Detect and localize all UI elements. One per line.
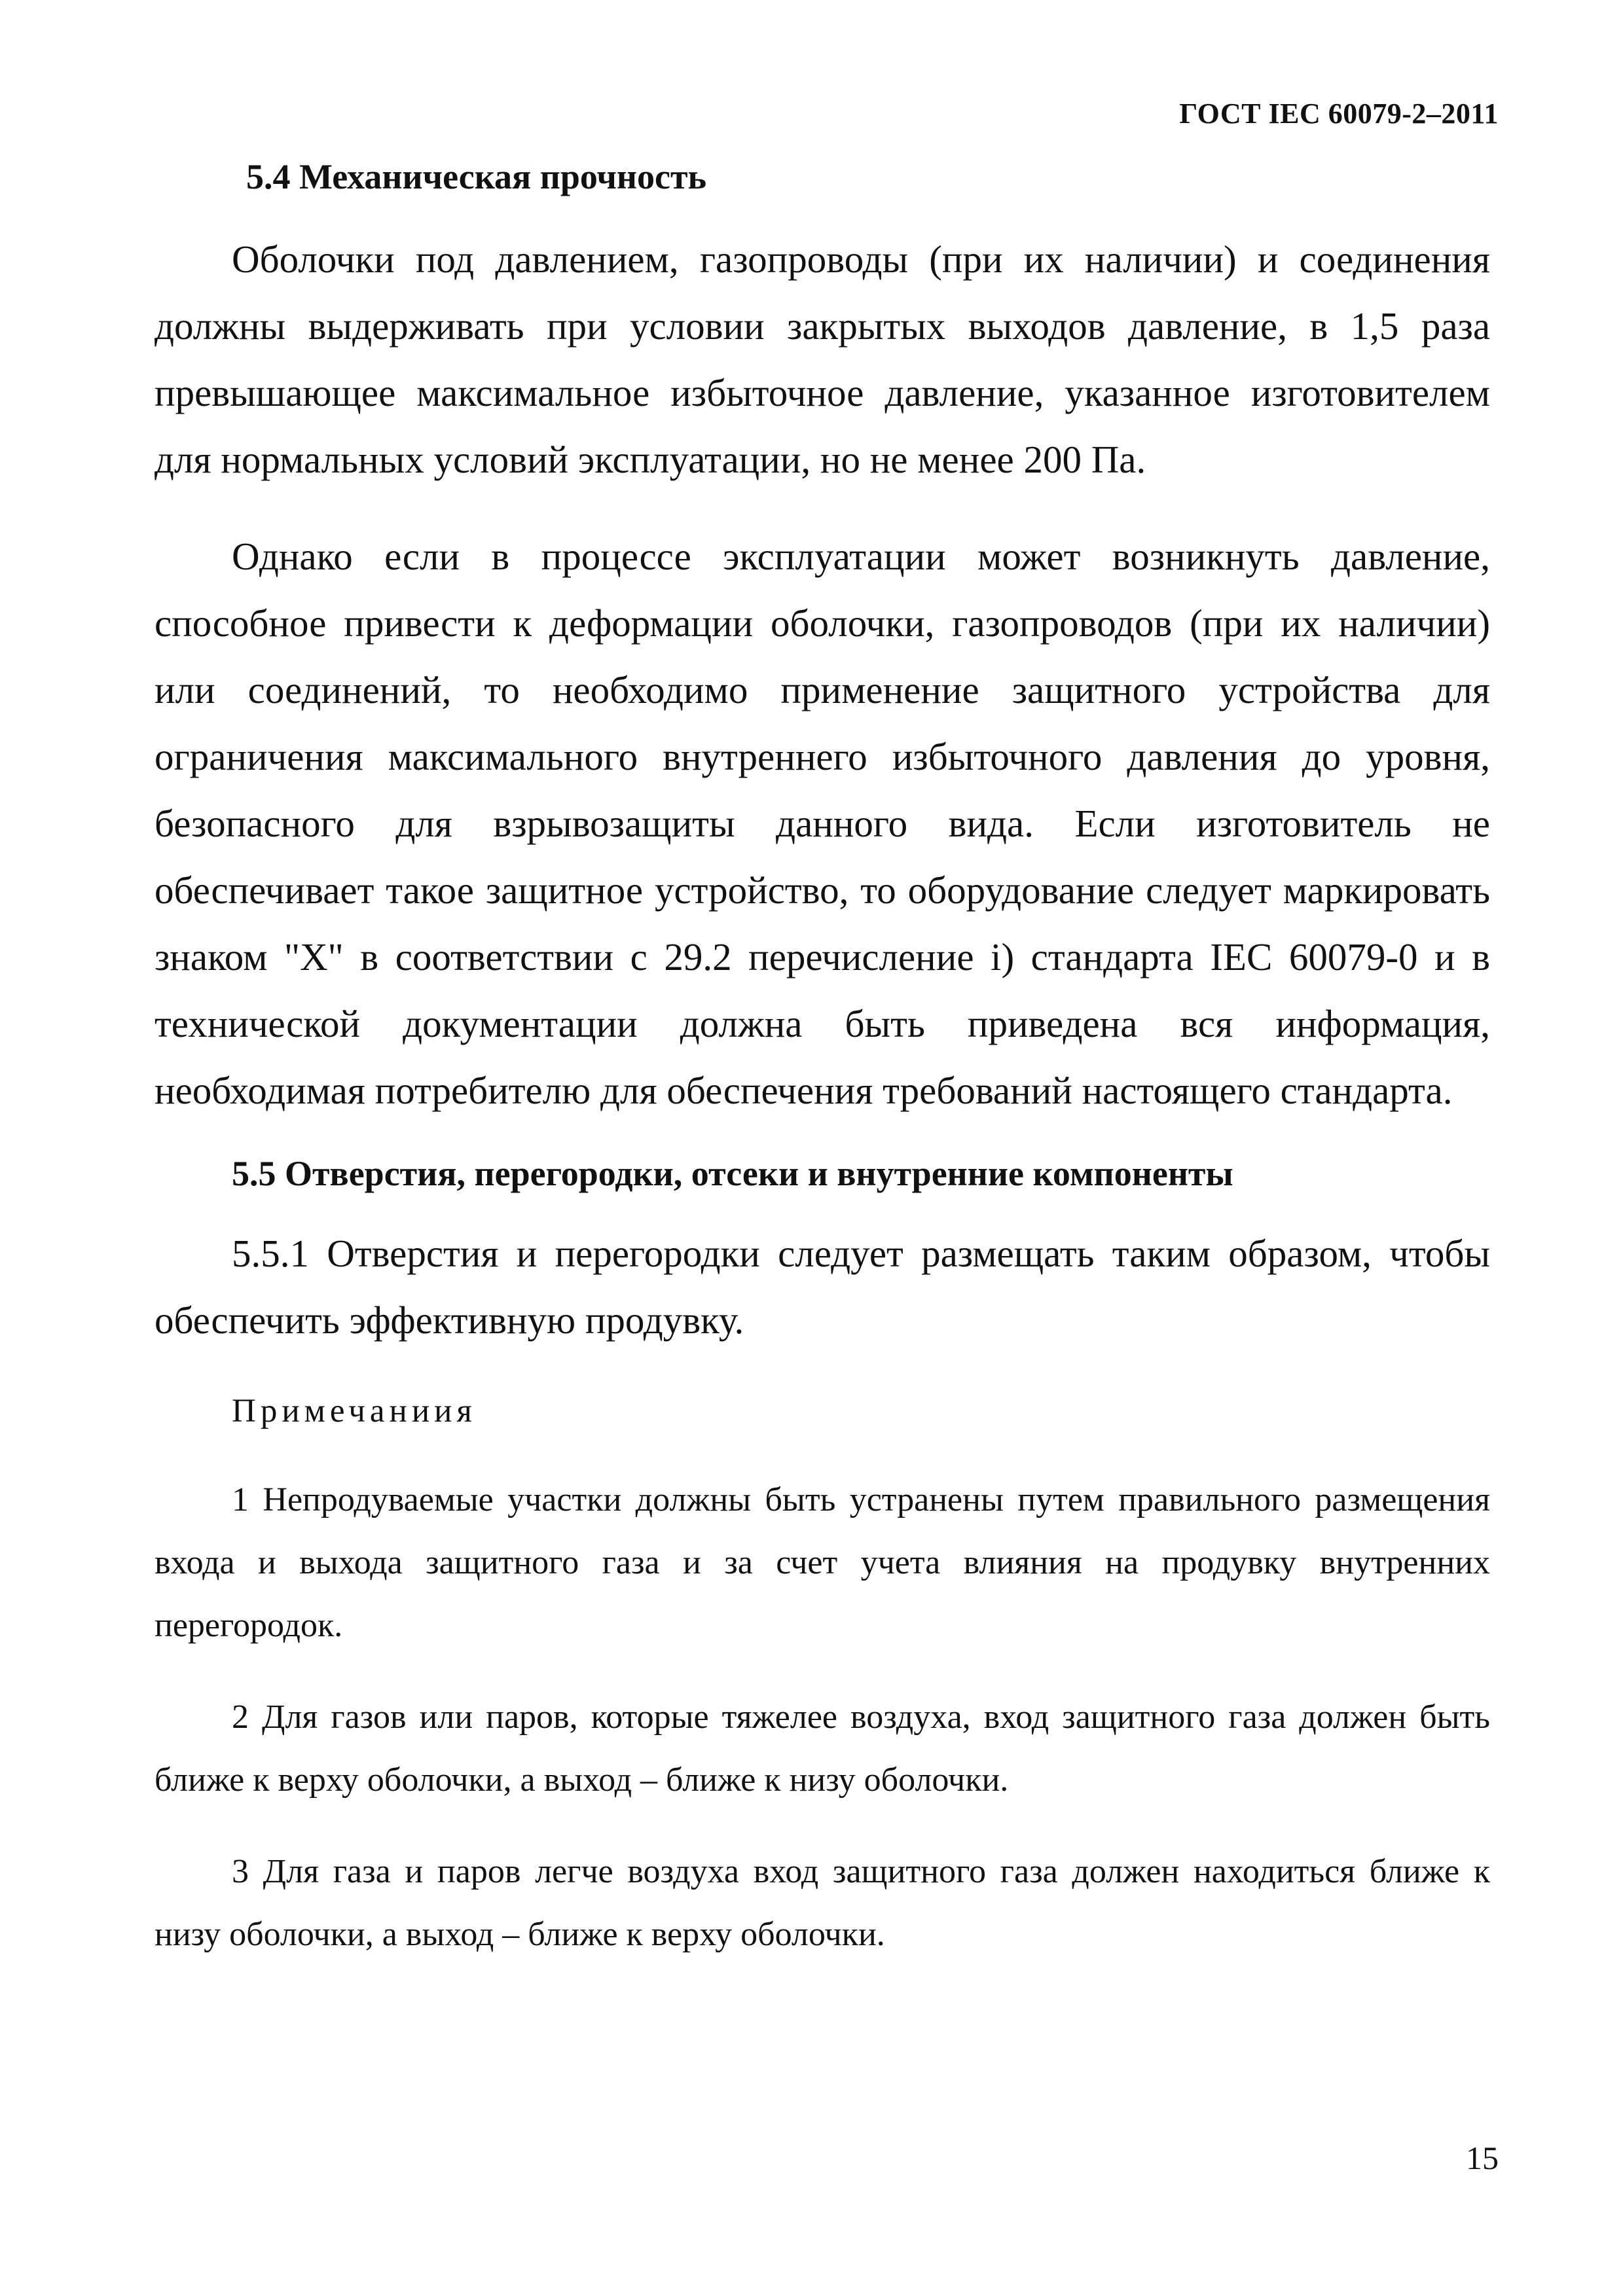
page-content <box>155 149 1490 1966</box>
document-code-header: ГОСТ IEC 60079-2–2011 <box>1179 98 1499 130</box>
section-5-4-heading: 5.4 Механическая прочность <box>246 157 707 196</box>
section-5-4-paragraph-1: Оболочки под давлением, газопроводы (при их наличии) и соединения должны выдерживать при условии закрытых выходов давление, в 1,5 раза превышающее максимальное избыточное давление, указанное изготовителем для нормальных условий эксплуатации, но не менее 200 Па. <box>155 237 1490 481</box>
page-number: 15 <box>1466 2140 1499 2176</box>
section-5-4-paragraph-2: Однако если в процессе эксплуатации может возникнуть давление, способное привести к деформации оболочки, газопроводов (при их наличии) или соединений, то необходимо применение защитного устройства для ограничения максимального внутреннего избыточного давления до уровня, безопасного для взрывозащиты данного вида. Если изготовитель не обеспечивает такое защитное устройство, то оборудование следует маркировать знаком "X" в соответствии с 29.2 перечисление i) стандарта IEC 60079-0 и в технической документации должна быть приведена вся информация, необходимая потребителю для обеспечения требований настоящего стандарта. <box>155 534 1490 1112</box>
note-3: 3 Для газа и паров легче воздуха вход защитного газа должен находиться ближе к низу оболочки, а выход – ближе к верху оболочки. <box>155 1852 1490 1953</box>
section-5-5 <box>155 1153 1490 1966</box>
notes-title: Примечаниия <box>232 1392 477 1429</box>
note-2: 2 Для газов или паров, которые тяжелее воздуха, вход защитного газа должен быть ближе к верху оболочки, а выход – ближе к низу оболочки. <box>155 1698 1490 1799</box>
section-5-5-1-paragraph: 5.5.1 Отверстия и перегородки следует размещать таким образом, чтобы обеспечить эффективную продувку. <box>155 1231 1490 1342</box>
section-5-5-heading: 5.5 Отверстия, перегородки, отсеки и внутренние компоненты <box>232 1153 1233 1193</box>
note-1: 1 Непродуваемые участки должны быть устранены путем правильного размещения входа и выхода защитного газа и за счет учета влияния на продувку внутренних перегородок. <box>155 1480 1490 1644</box>
